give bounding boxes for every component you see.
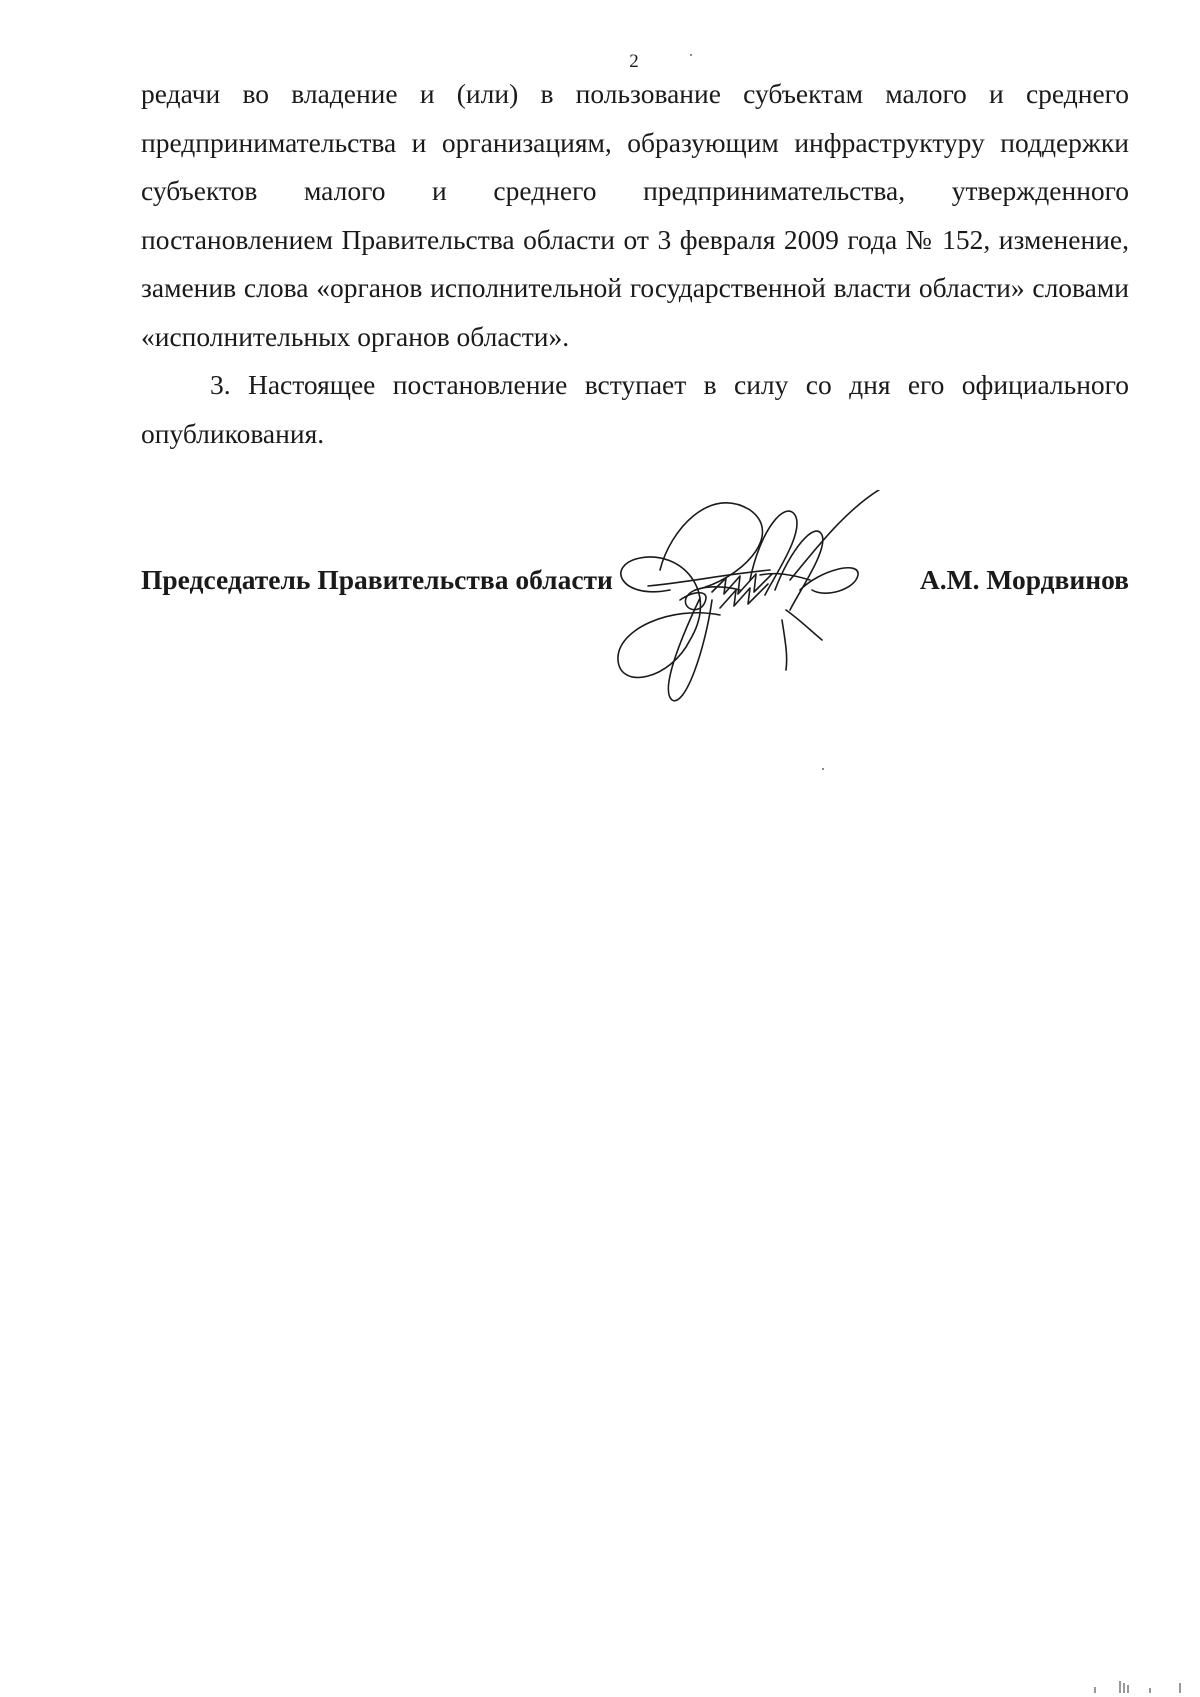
signatory-position: Председатель Правительства области bbox=[141, 564, 613, 595]
scan-speck bbox=[690, 54, 692, 56]
page-number: 2 bbox=[629, 51, 639, 72]
scan-edge-marks bbox=[1080, 1677, 1190, 1693]
paragraph-3: 3. Настоящее постановление вступает в силу со дня его официального опубликования. bbox=[141, 369, 1129, 449]
handwritten-signature-icon bbox=[600, 490, 960, 710]
signatory-name: А.М. Мордвинов bbox=[919, 564, 1129, 595]
scan-speck bbox=[822, 768, 824, 770]
paragraph-continuation: редачи во владение и (или) в пользование субъектам малого и среднего предпринимательства и организациям, образующим инфраструктуру поддержки субъектов малого и среднего предпринимательства, утвержденного постановлением Правительства области от 3 февраля 2009 года № 152, изменение, заменив слова «органов исполнительной государственной власти области» словами «исполнительных органов области». bbox=[141, 78, 1129, 352]
document-body bbox=[141, 70, 1129, 458]
